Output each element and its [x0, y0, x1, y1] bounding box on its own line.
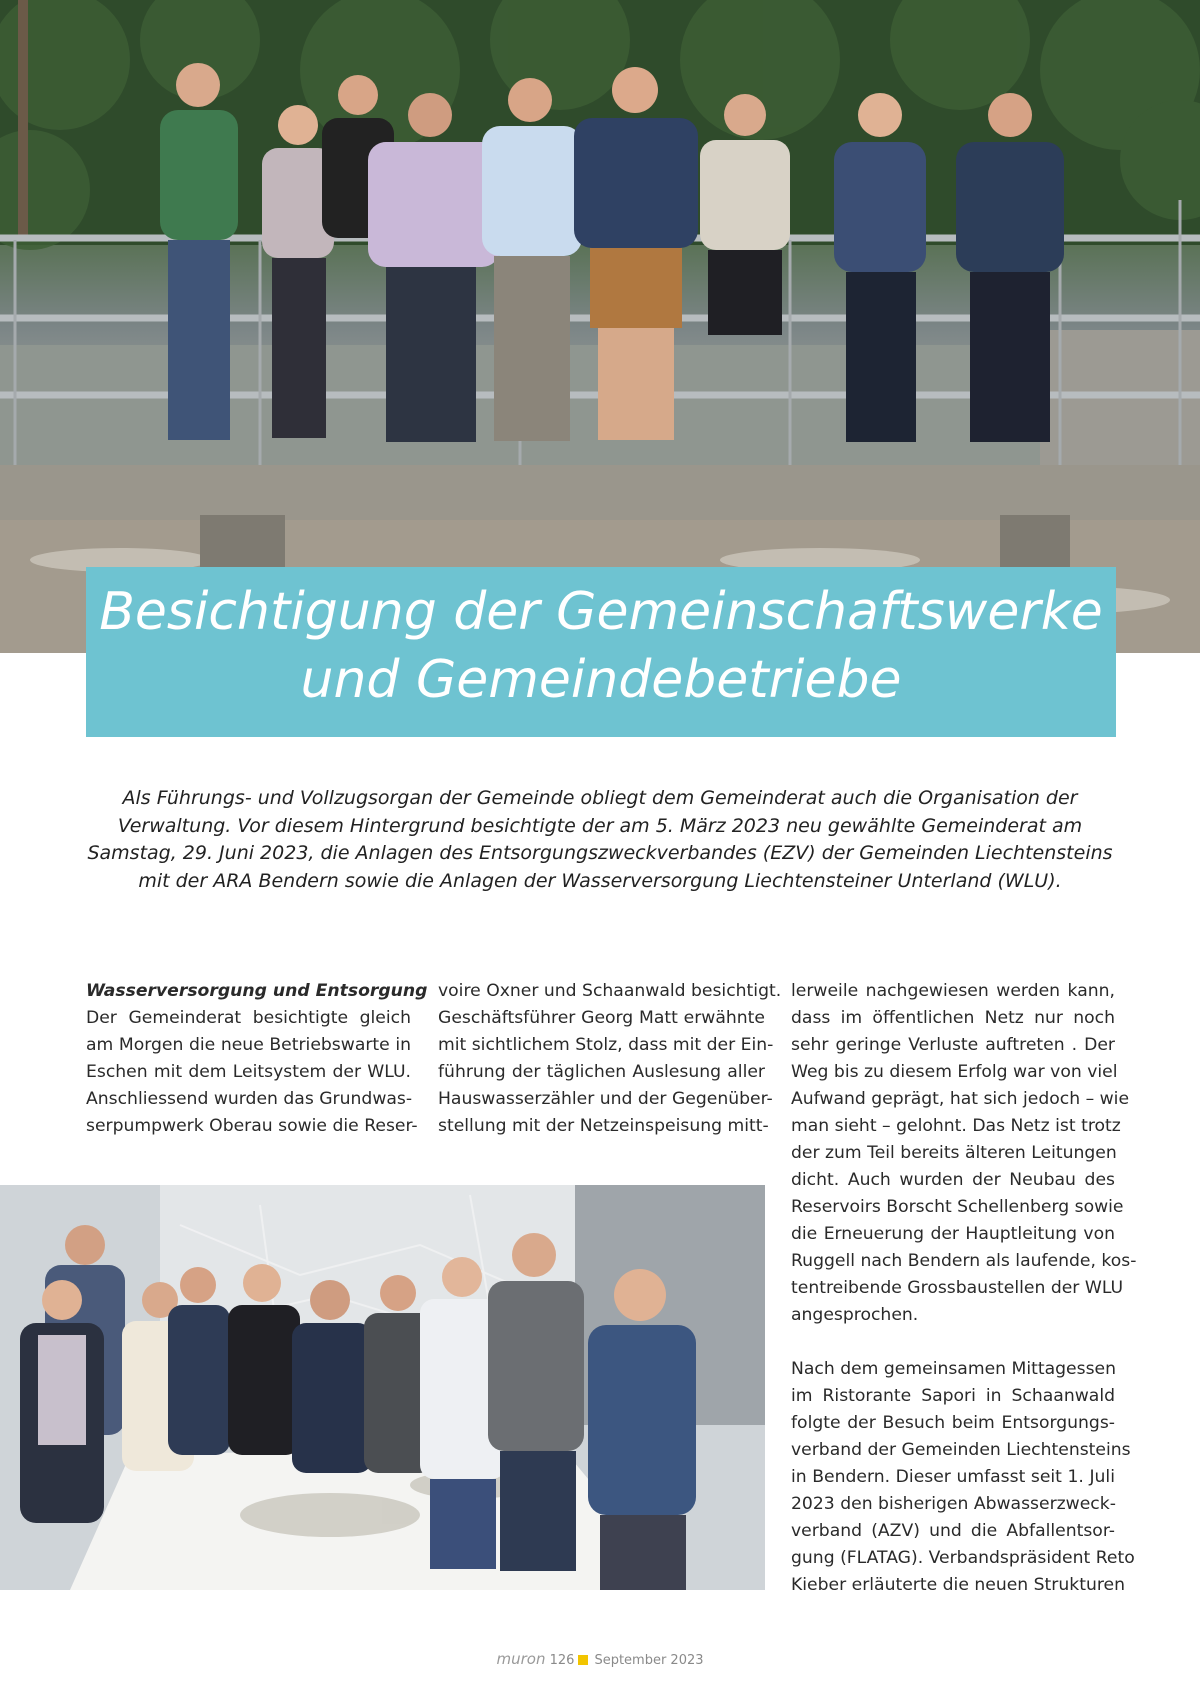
meeting-room-illustration: [0, 1185, 765, 1590]
text-line: lerweile nachgewiesen werden kann,: [791, 981, 1115, 1001]
article-column-3: [791, 978, 1137, 1599]
page-title-line-1: Besichtigung der Gemeinschaftswerke: [99, 582, 1103, 642]
intro-line: Verwaltung. Vor diesem Hintergrund besichtigte der am 5. März 2023 neu gewählte Gemeinderat am: [117, 814, 1083, 837]
section-subheading: Wasserversorgung und Entsorgung: [86, 981, 428, 1001]
text-line: verband (AZV) und die Abfallentsor-: [791, 1521, 1115, 1541]
text-line: Hauswasserzähler und der Gegenüber-: [438, 1089, 773, 1109]
issue-number: 126: [549, 1653, 575, 1668]
text-line: im Ristorante Sapori in Schaanwald: [791, 1386, 1115, 1406]
text-line: Weg bis zu diesem Erfolg war von viel: [791, 1062, 1118, 1082]
text-line: Anschliessend wurden das Grundwas-: [86, 1089, 413, 1109]
text-line: Reservoirs Borscht Schellenberg sowie: [791, 1197, 1124, 1217]
text-line: serpumpwerk Oberau sowie die Reser-: [86, 1116, 418, 1136]
paragraph-gap: [791, 1329, 1115, 1356]
text-line: Geschäftsführer Georg Matt erwähnte: [438, 1008, 765, 1028]
text-line: voire Oxner und Schaanwald besichtigt.: [438, 981, 782, 1001]
footer-square-icon: [578, 1655, 588, 1665]
article-column-2: [438, 978, 782, 1140]
text-line: stellung mit der Netzeinspeisung mitt-: [438, 1116, 769, 1136]
group-photo-meeting-room: [0, 1185, 765, 1590]
text-line: Kieber erläuterte die neuen Strukturen: [791, 1575, 1125, 1595]
hero-photo-illustration: [0, 0, 1200, 653]
title-banner: [86, 567, 1116, 737]
text-line: Ruggell nach Bendern als laufende, kos-: [791, 1251, 1137, 1271]
text-line: Aufwand geprägt, hat sich jedoch – wie: [791, 1089, 1130, 1109]
text-line: tentreibende Grossbaustellen der WLU: [791, 1278, 1124, 1298]
text-line: der zum Teil bereits älteren Leitungen: [791, 1143, 1117, 1163]
text-line: man sieht – gelohnt. Das Netz ist trotz: [791, 1116, 1121, 1136]
magazine-name: muron: [496, 1650, 546, 1668]
text-line: dass im öffentlichen Netz nur noch: [791, 1008, 1115, 1028]
intro-line: Als Führungs- und Vollzugsorgan der Gemeinde obliegt dem Gemeinderat auch die Organisation der: [122, 787, 1078, 809]
article-column-1: [86, 978, 428, 1140]
text-line: gung (FLATAG). Verbandspräsident Reto: [791, 1548, 1135, 1568]
text-line: 2023 den bisherigen Abwasserzweck-: [791, 1494, 1116, 1514]
page-footer: [0, 1650, 1200, 1668]
text-line: die Erneuerung der Hauptleitung von: [791, 1224, 1115, 1244]
text-line: am Morgen die neue Betriebswarte in: [86, 1035, 411, 1055]
text-line: dicht. Auch wurden der Neubau des: [791, 1170, 1115, 1190]
hero-photo: [0, 0, 1200, 653]
text-line: sehr geringe Verluste auftreten . Der: [791, 1035, 1115, 1055]
intro-line: mit der ARA Bendern sowie die Anlagen der Wasserversorgung Liechtensteiner Unterland (WLU).: [138, 869, 1062, 892]
text-line: Eschen mit dem Leitsystem der WLU.: [86, 1062, 411, 1082]
text-line: in Bendern. Dieser umfasst seit 1. Juli: [791, 1467, 1115, 1487]
text-line: mit sichtlichem Stolz, dass mit der Ein-: [438, 1035, 774, 1055]
issue-date: September 2023: [594, 1653, 704, 1668]
text-line: angesprochen.: [791, 1305, 919, 1325]
page-title-line-2: und Gemeindebetriebe: [300, 650, 902, 710]
text-line: führung der täglichen Auslesung aller: [438, 1062, 765, 1082]
text-line: Nach dem gemeinsamen Mittagessen: [791, 1359, 1116, 1379]
text-line: verband der Gemeinden Liechtensteins: [791, 1440, 1131, 1460]
text-line: Der Gemeinderat besichtigte gleich: [86, 1008, 411, 1028]
intro-line: Samstag, 29. Juni 2023, die Anlagen des Entsorgungszweckverbandes (EZV) der Gemeinden Liechtensteins: [87, 842, 1113, 864]
text-line: folgte der Besuch beim Entsorgungs-: [791, 1413, 1115, 1433]
intro-paragraph: [70, 785, 1130, 895]
